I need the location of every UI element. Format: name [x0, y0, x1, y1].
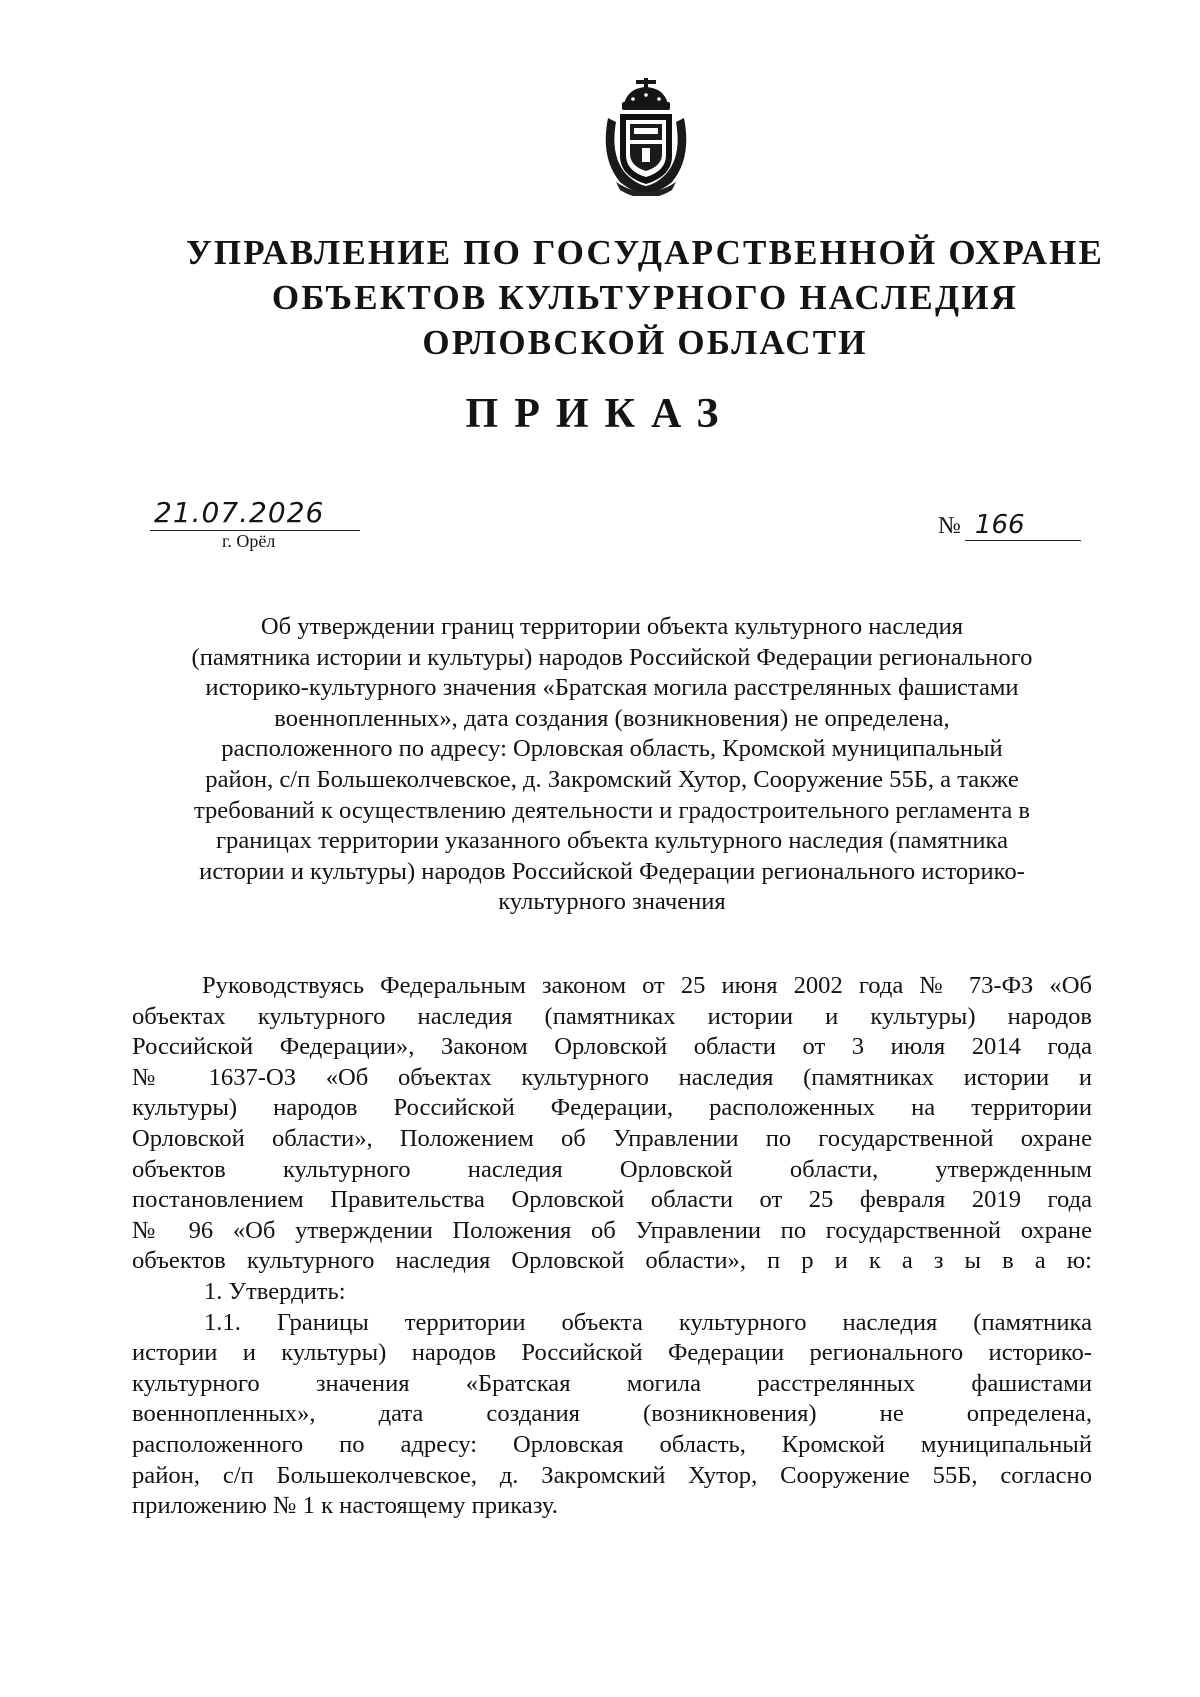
- body-line: № 1637-ОЗ «Об объектах культурного наследия (памятниках истории и: [132, 1063, 1092, 1091]
- subject-line: район, с/п Большеколчевское, д. Закромский Хутор, Сооружение 55Б, а также: [205, 765, 1019, 793]
- order-number-block: [938, 510, 1098, 541]
- body-line: № 96 «Об утверждении Положения об Управлении по государственной охране: [132, 1216, 1092, 1244]
- agency-name-line: ОРЛОВСКОЙ ОБЛАСТИ: [422, 323, 868, 362]
- agency-name-line: ОБЪЕКТОВ КУЛЬТУРНОГО НАСЛЕДИЯ: [271, 278, 1019, 317]
- subject-line: культурного значения: [498, 888, 726, 916]
- coat-of-arms-icon: [598, 78, 694, 196]
- body-line: военнопленных», дата создания (возникновения) не определена,: [132, 1400, 1092, 1428]
- body-line: объектов культурного наследия Орловской области, утвержденным: [132, 1155, 1092, 1183]
- body-line: приложению № 1 к настоящему приказу.: [132, 1492, 558, 1520]
- body-line: Российской Федерации», Законом Орловской области от 3 июля 2014 года: [132, 1033, 1092, 1061]
- body-line: расположенного по адресу: Орловская область, Кромской муниципальный: [132, 1430, 1092, 1458]
- agency-name-line: УПРАВЛЕНИЕ ПО ГОСУДАРСТВЕННОЙ ОХРАНЕ: [185, 233, 1105, 272]
- agency-name: [150, 230, 1140, 365]
- handwritten-date: 21.07.2026: [154, 496, 325, 529]
- body-line: объектов культурного наследия Орловской области», п р и к а з ы в а ю:: [132, 1247, 1092, 1275]
- order-body: [132, 971, 1092, 1522]
- clause-heading: 1. Утвердить:: [204, 1277, 346, 1305]
- city-label: г. Орёл: [222, 531, 276, 551]
- subject-line: военнопленных», дата создания (возникновения) не определена,: [274, 704, 950, 732]
- document-type-title: ПРИКАЗ: [465, 391, 735, 437]
- handwritten-order-number: 166: [965, 510, 1081, 541]
- body-line: Орловской области», Положением об Управлении по государственной охране: [132, 1124, 1092, 1152]
- number-sign: №: [938, 513, 961, 539]
- subject-line: требований к осуществлению деятельности и градостроительного регламента в: [193, 796, 1031, 824]
- body-line: 1.1. Границы территории объекта культурного наследия (памятника: [204, 1308, 1092, 1336]
- body-line: культурного значения «Братская могила расстрелянных фашистами: [132, 1369, 1092, 1397]
- subject-line: (памятника истории и культуры) народов Российской Федерации регионального: [191, 643, 1033, 671]
- date-block: [150, 496, 360, 551]
- subject-line: границах территории указанного объекта культурного наследия (памятника: [215, 827, 1009, 855]
- order-subject: [132, 612, 1092, 918]
- subject-line: истории и культуры) народов Российской Федерации регионального историко-: [199, 857, 1025, 885]
- subject-line: расположенного по адресу: Орловская область, Кромской муниципальный: [221, 735, 1003, 763]
- body-line: истории и культуры) народов Российской Федерации регионального историко-: [132, 1339, 1092, 1367]
- body-line: Руководствуясь Федеральным законом от 25 июня 2002 года № 73-ФЗ «Об: [202, 972, 1092, 999]
- body-line: культуры) народов Российской Федерации, расположенных на территории: [132, 1094, 1092, 1122]
- subject-line: историко-культурного значения «Братская могила расстрелянных фашистами: [205, 674, 1019, 702]
- body-line: постановлением Правительства Орловской области от 25 февраля 2019 года: [132, 1186, 1092, 1214]
- body-line: район, с/п Большеколчевское, д. Закромский Хутор, Сооружение 55Б, согласно: [132, 1461, 1092, 1489]
- subject-line: Об утверждении границ территории объекта культурного наследия: [260, 613, 964, 640]
- body-line: объектах культурного наследия (памятниках истории и культуры) народов: [132, 1002, 1092, 1030]
